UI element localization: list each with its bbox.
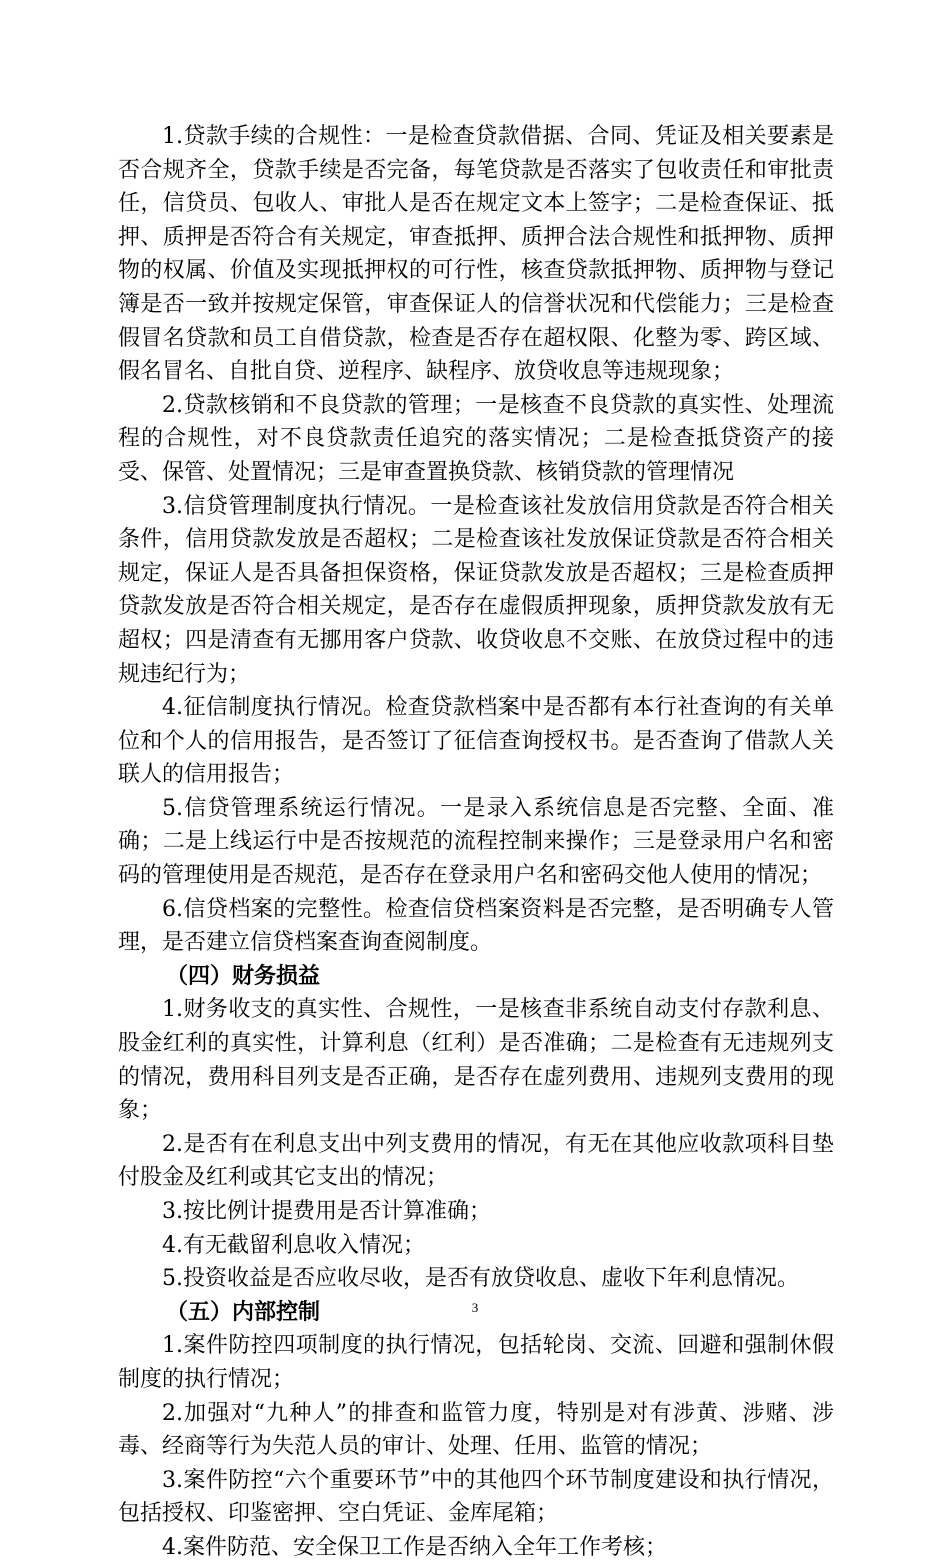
paragraph: 3.信贷管理制度执行情况。一是检查该社发放信用贷款是否符合相关条件，信用贷款发放是否超权；二是检查该社发放保证贷款是否符合相关规定，保证人是否具备担保资格，保证贷款发放是否超权；三是检查质押贷款发放是否符合相关规定，是否存在虚假质押现象，质押贷款发放有无超权；四是清查有无挪用客户贷款、收贷收息不交账、在放贷过程中的违规违纪行为； <box>118 493 834 687</box>
page-number: 3 <box>471 1300 479 1315</box>
paragraph: 1.案件防控四项制度的执行情况，包括轮岗、交流、回避和强制休假制度的执行情况； <box>118 1333 834 1392</box>
paragraph: 4.征信制度执行情况。检查贷款档案中是否都有本行社查询的有关单位和个人的信用报告，是否签订了征信查询授权书。是否查询了借款人关联人的信用报告； <box>118 695 834 788</box>
paragraph: 1.贷款手续的合规性：一是检查贷款借据、合同、凭证及相关要素是否合规齐全，贷款手续是否完备，每笔贷款是否落实了包收责任和审批责任，信贷员、包收人、审批人是否在规定文本上签字；二是检查保证、抵押、质押是否符合有关规定，审查抵押、质押合法合规性和抵押物、质押物的权属、价值及实现抵押权的可行性，核查贷款抵押物、质押物与登记簿是否一致并按规定保管，审查保证人的信誉状况和代偿能力；三是检查假冒名贷款和员工自借贷款，检查是否存在超权限、化整为零、跨区域、假名冒名、自批自贷、逆程序、缺程序、放贷收息等违规现象； <box>118 124 834 385</box>
paragraph: 5.信贷管理系统运行情况。一是录入系统信息是否完整、全面、准确；二是上线运行中是否按规范的流程控制来操作；三是登录用户名和密码的管理使用是否规范，是否存在登录用户名和密码交他人使用的情况； <box>118 795 834 889</box>
paragraph: 1.财务收支的真实性、合规性，一是核查非系统自动支付存款利息、股金红利的真实性，计算利息（红利）是否准确；二是检查有无违规列支的情况，费用科目列支是否正确，是否存在虚列费用、违规列支费用的现象； <box>118 997 834 1124</box>
section-heading: （五）内部控制 <box>166 1299 321 1325</box>
paragraph: 4.有无截留利息收入情况； <box>162 1232 425 1258</box>
paragraph: 2.加强对“九种人”的排查和监管力度，特别是对有涉黄、涉赌、涉毒、经商等行为失范人员的审计、处理、任用、监管的情况； <box>118 1400 834 1460</box>
paragraph: 4.案件防范、安全保卫工作是否纳入全年工作考核； <box>162 1534 667 1560</box>
paragraph: 2.贷款核销和不良贷款的管理；一是核查不良贷款的真实性、处理流程的合规性，对不良贷款责任追究的落实情况；二是检查抵贷资产的接受、保管、处置情况；三是审查置换贷款、核销贷款的管理情况 <box>118 392 834 485</box>
document-body <box>118 120 834 1565</box>
section-heading: （四）财务损益 <box>166 963 321 989</box>
paragraph: 5.投资收益是否应收尽收，是否有放贷收息、虚收下年利息情况。 <box>162 1266 799 1292</box>
paragraph: 6.信贷档案的完整性。检查信贷档案资料是否完整，是否明确专人管理，是否建立信贷档案查询查阅制度。 <box>118 896 834 956</box>
paragraph: 3.按比例计提费用是否计算准确； <box>162 1199 491 1224</box>
paragraph: 3.案件防控“六个重要环节”中的其他四个环节制度建设和执行情况，包括授权、印鉴密押、空白凭证、金库尾箱； <box>118 1467 834 1527</box>
paragraph: 2.是否有在利息支出中列支费用的情况，有无在其他应收款项科目垫付股金及红利或其它支出的情况； <box>118 1131 834 1191</box>
